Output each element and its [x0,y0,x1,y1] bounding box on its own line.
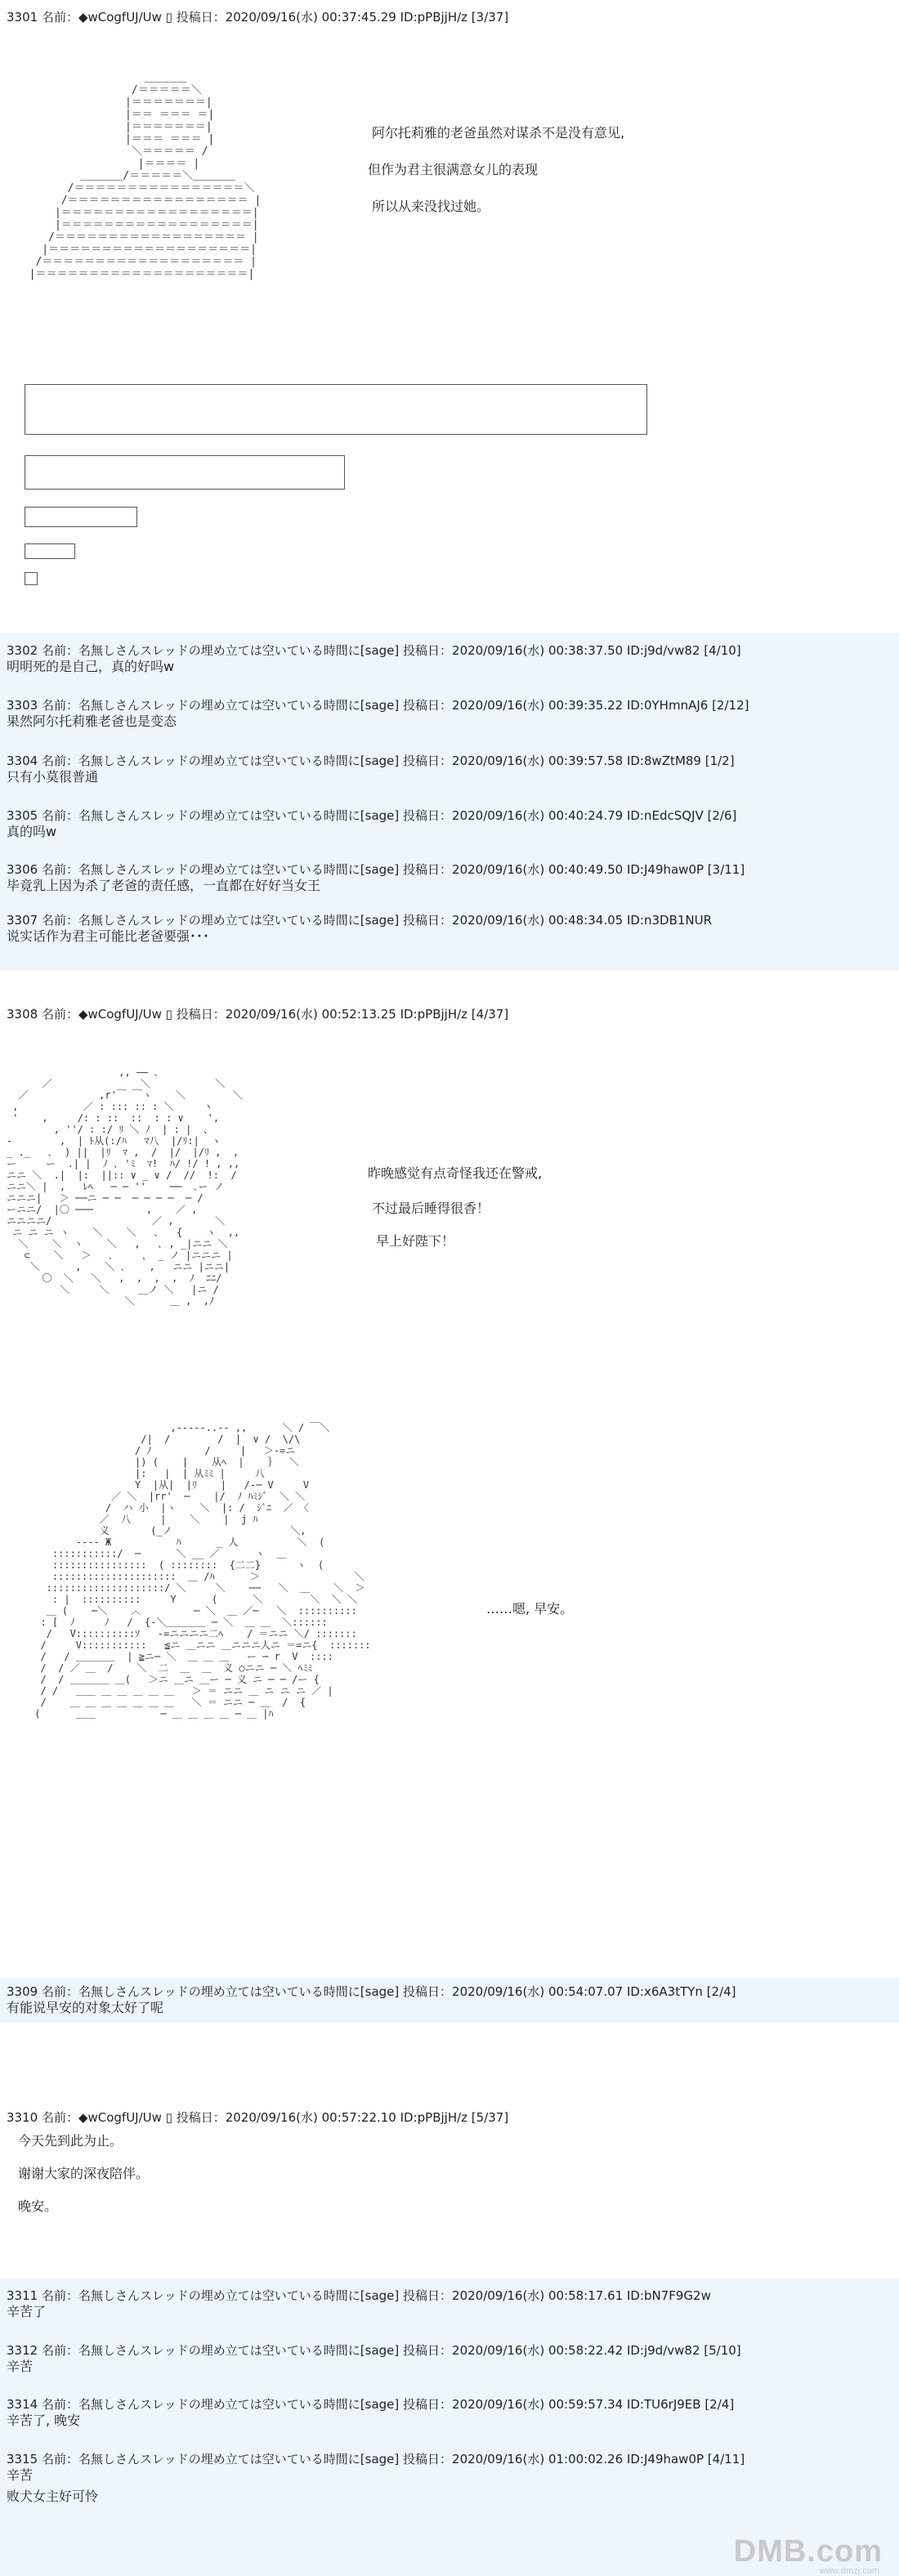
post-header: 3302 名前：名無しさんスレッドの埋め立ては空いている時間に[sage] 投稿日：2020/09/16(水) 00:38:37.50 ID:j9d/vw82 [4/10] [7,643,741,658]
post-header: 3301 名前：◆wCogfUJ/Uw ▯ 投稿日：2020/09/16(水) 00:37:45.29 ID:pPBjjH/z [3/37] [7,10,509,25]
post-header: 3309 名前：名無しさんスレッドの埋め立ては空いている時間に[sage] 投稿日：2020/09/16(水) 00:54:07.07 ID:x6A3tTYn [2/4] [7,1984,736,1999]
ascii-art-scene-2: ,-----..-- ,, ＼ / ￣＼ /| / / | ∨ / \/\ / ﾉ / | ＞-=ニ |) ( | 从ﾍ | ｝ ＼ |: | | 从ﾐﾐ | 八 Y |从| |ﾘ | /-─ V V ／ ＼ |rr' ─ |/ ﾉ ﾊﾐｼﾞ ＼ ＼ / ハ 小 |ヽ ＼ |: / ｼﾞﾆ ／ 〈 ／ 八 | ＼ | j ﾊ 义 (_ノ ＼, ---- Ж ﾊ _ 人 ＼ ( :::::::::::/ ─ ＼ __ ／ ヽ ＿ :::::::::::::::: ( :::::::: {二二} ヽ ( ::::::::::::::::::::: ＿ /ﾊ ＞ ＼ ::::::::::::::::::::/ ＼ ＼ ── ＼ ＿ ＼ ＞ : | :::::::::: Y ( ＼ ＼ ＼ ＼ ＿ ( ─＼ ︿ ─ ＼ ＿ ／─ ＼ :::::::::: : [ ﾉ ﾉ / {-＼＿＿＿＿ ─ ＼ ＿ ＿ ＼:::::: / V::::::::::ｿ -=ニニニニ二ﾍ / ＝ニニ ＼/ ::::::: / V::::::::::: ≦ニ ＿ニニ ＿ニニニ人ニ ＝=ニ{ ::::::: / / ＿＿＿＿ | ≧ニ─ ＼ ＿ ＿ ＿ ー ─ r V :::: / / ／ ＿ / ＼ 二 ＿ ＿ 义 ○ニニ ─ ＼ ﾍﾐﾐ / / ＿＿＿＿ ＿( ＞ニ ＿ニ ＿ー ─ 义 ニ ─ ─ /ー { / / ＿＿ ＿ ＿ ＿ ＿ ＿ ＞ ＝ ニニ ＿ ニ ニ ニ ／ | / ＿ ＿ ＿ ＿ ＿ ＿ ＿ ＼ ＝ ニニ ─ ＿ / { ( ＿＿ ─ ＿ ＿ ＿ ＿ ─ ＿ |ﾊ [34,1422,371,1720]
post-line: 谢谢大家的深夜陪伴。 [18,2166,150,2181]
post-header: 3304 名前：名無しさんスレッドの埋め立ては空いている時間に[sage] 投稿日：2020/09/16(水) 00:39:57.58 ID:8wZtM89 [1/2] [7,754,735,768]
post-header: 3312 名前：名無しさんスレッドの埋め立ては空いている時間に[sage] 投稿日：2020/09/16(水) 00:58:22.42 ID:j9d/vw82 [5/10] [7,2343,741,2358]
empty-frame-square [25,572,38,585]
site-watermark-url: www.dmzj.com [819,2566,879,2576]
empty-frame-large [25,384,647,435]
post-body: 毕竟乳上因为杀了老爸的责任感，一直都在好好当女王 [7,878,321,893]
post-body: 果然阿尔托莉雅老爸也是变态 [7,713,177,729]
empty-frame-tiny [25,543,75,559]
post-3308 [0,971,899,1978]
dialogue-line: 昨晚感觉有点奇怪我还在警戒, [368,1165,543,1181]
post-header: 3303 名前：名無しさんスレッドの埋め立ては空いている時間に[sage] 投稿日：2020/09/16(水) 00:39:35.22 ID:0YHmnAJ6 [2/12] [7,698,749,713]
ascii-art-scene-1: ,, ―― ､ ／ ＼ ＼ ／ ,r'￣ ￣ヽ ＼ ＼ , ／ : ::: :: : ＼ ヽ ' , /: : :: :: : : ∨ ', , ''/ : :/ ﾘ ＼ ﾉ | : | 、 - , | ﾄ从(:/ﾊ ﾏ八 |/ﾘ:| ヽ _ ._ ､ ) || |ﾘ ﾏ , / |/ |/ﾘ , , ー ー .| | ﾉ ､ 'ﾐ ﾏ! ﾊ/ !/ ! , ,, ニニ ＼ .| |: ||:: ∨ _ ∨ / // !: / ニニ＼ | , ﾚﾍ ─ ─ '' ── ､ー ノ ニニニ| ＞ ──ニ ─ ─ ─ ─ ─ ─ ─ / ーニニ/ |〇 ─── , ／ , ニニニニ/ ／ , ＼ ニ ニ ニ ヽ ＼ ＼ ､ { ヽ ,, ＼ ＼ ヽ ＼ , ､ , _|ニニ ＼ ⊂ ＼ ＞ ． ， _ ノ |ニニニ | ＼ , ＼ ､ , ニニ |ニニ| 〇 ＼ ＼ , , , , ﾉ ﾆﾆ/ ＼ ＼ ＿ノ ＼ |ニ / ＼ ＿ , ,ﾉ [7,1067,243,1307]
dialogue-line: 不过最后睡得很香！ [372,1201,490,1216]
post-body: 辛苦 [7,2467,34,2483]
post-header: 3308 名前：◆wCogfUJ/Uw ▯ 投稿日：2020/09/16(水) 00:52:13.25 ID:pPBjjH/z [4/37] [7,1007,509,1022]
empty-frame-medium [25,455,345,490]
response-block [0,1978,899,2023]
post-body: 只有小莫很普通 [7,769,99,785]
narration-line: 但作为君主很满意女儿的表现 [368,162,539,177]
ascii-art-figure: ＿＿＿＿ /＝＝＝＝＝＼ |＝＝＝＝＝＝＝| |＝＝ ＝＝＝ ＝| |＝＝＝＝＝＝＝| |＝＝＝ ＝＝＝ | ＼＝＝＝＝＝ / |＝＝＝＝ | ＿＿＿＿/＝＝＝＝＝＼＿＿＿＿ /＝＝＝＝＝＝＝＝＝＝＝＝＝＝＝＝＼ /＝＝＝＝＝＝＝＝＝＝＝＝＝＝＝＝＝ | |＝＝＝＝＝＝＝＝＝＝＝＝＝＝＝＝＝＝| |＝＝＝＝＝＝＝＝＝＝＝＝＝＝＝＝＝＝| /＝＝＝＝＝＝＝＝＝＝＝＝＝＝＝＝＝＝ | |＝＝＝＝＝＝＝＝＝＝＝＝＝＝＝＝＝＝＝| /＝＝＝＝＝＝＝＝＝＝＝＝＝＝＝＝＝＝＝ | |＝＝＝＝＝＝＝＝＝＝＝＝＝＝＝＝＝＝＝＝| [29,72,262,280]
post-body: 有能说早安的对象太好了呢 [7,2000,164,2015]
post-body: 说实话作为君主可能比老爸要强･･･ [7,928,210,944]
empty-frame-small [25,507,137,527]
post-header: 3310 名前：◆wCogfUJ/Uw ▯ 投稿日：2020/09/16(水) 00:57:22.10 ID:pPBjjH/z [5/37] [7,2110,509,2125]
post-3310 [0,2023,899,2279]
post-body: 明明死的是自己，真的好吗w [7,659,175,674]
post-body: 辛苦 [7,2359,34,2374]
narration-line: 所以从来没找过她。 [372,199,490,214]
post-header: 3315 名前：名無しさんスレッドの埋め立ては空いている時間に[sage] 投稿日：2020/09/16(水) 01:00:02.26 ID:J49haw0P [4/11] [7,2452,745,2466]
post-body: 辛苦了 [7,2304,47,2319]
narration-line: 阿尔托莉雅的老爸虽然对谋杀不是没有意见, [372,125,625,141]
post-body: 辛苦了, 晚安 [7,2413,81,2428]
post-header: 3306 名前：名無しさんスレッドの埋め立ては空いている時間に[sage] 投稿日：2020/09/16(水) 00:40:49.50 ID:J49haw0P [3/11] [7,862,745,877]
post-header: 3305 名前：名無しさんスレッドの埋め立ては空いている時間に[sage] 投稿日：2020/09/16(水) 00:40:24.79 ID:nEdcSQJV [2/6] [7,808,737,823]
post-body: 败犬女主好可怜 [7,2489,99,2504]
post-header: 3314 名前：名無しさんスレッドの埋め立ては空いている時間に[sage] 投稿日：2020/09/16(水) 00:59:57.34 ID:TU6rJ9EB [2/4] [7,2397,735,2412]
post-line: 今天先到此为止。 [18,2133,123,2149]
site-watermark: DMB.com [733,2534,883,2569]
post-3301 [0,0,899,633]
post-line: 晚安。 [18,2198,58,2214]
response-block [0,633,899,971]
post-header: 3307 名前：名無しさんスレッドの埋め立ては空いている時間に[sage] 投稿日：2020/09/16(水) 00:48:34.05 ID:n3DB1NUR [7,913,713,928]
post-header: 3311 名前：名無しさんスレッドの埋め立ては空いている時間に[sage] 投稿日：2020/09/16(水) 00:58:17.61 ID:bN7F9G2w [7,2288,711,2303]
post-body: 真的吗w [7,824,57,839]
dialogue-line: 早上好陛下！ [376,1233,455,1249]
response-block [0,2279,899,2576]
dialogue-line: ……嗯, 早安。 [486,1601,574,1617]
